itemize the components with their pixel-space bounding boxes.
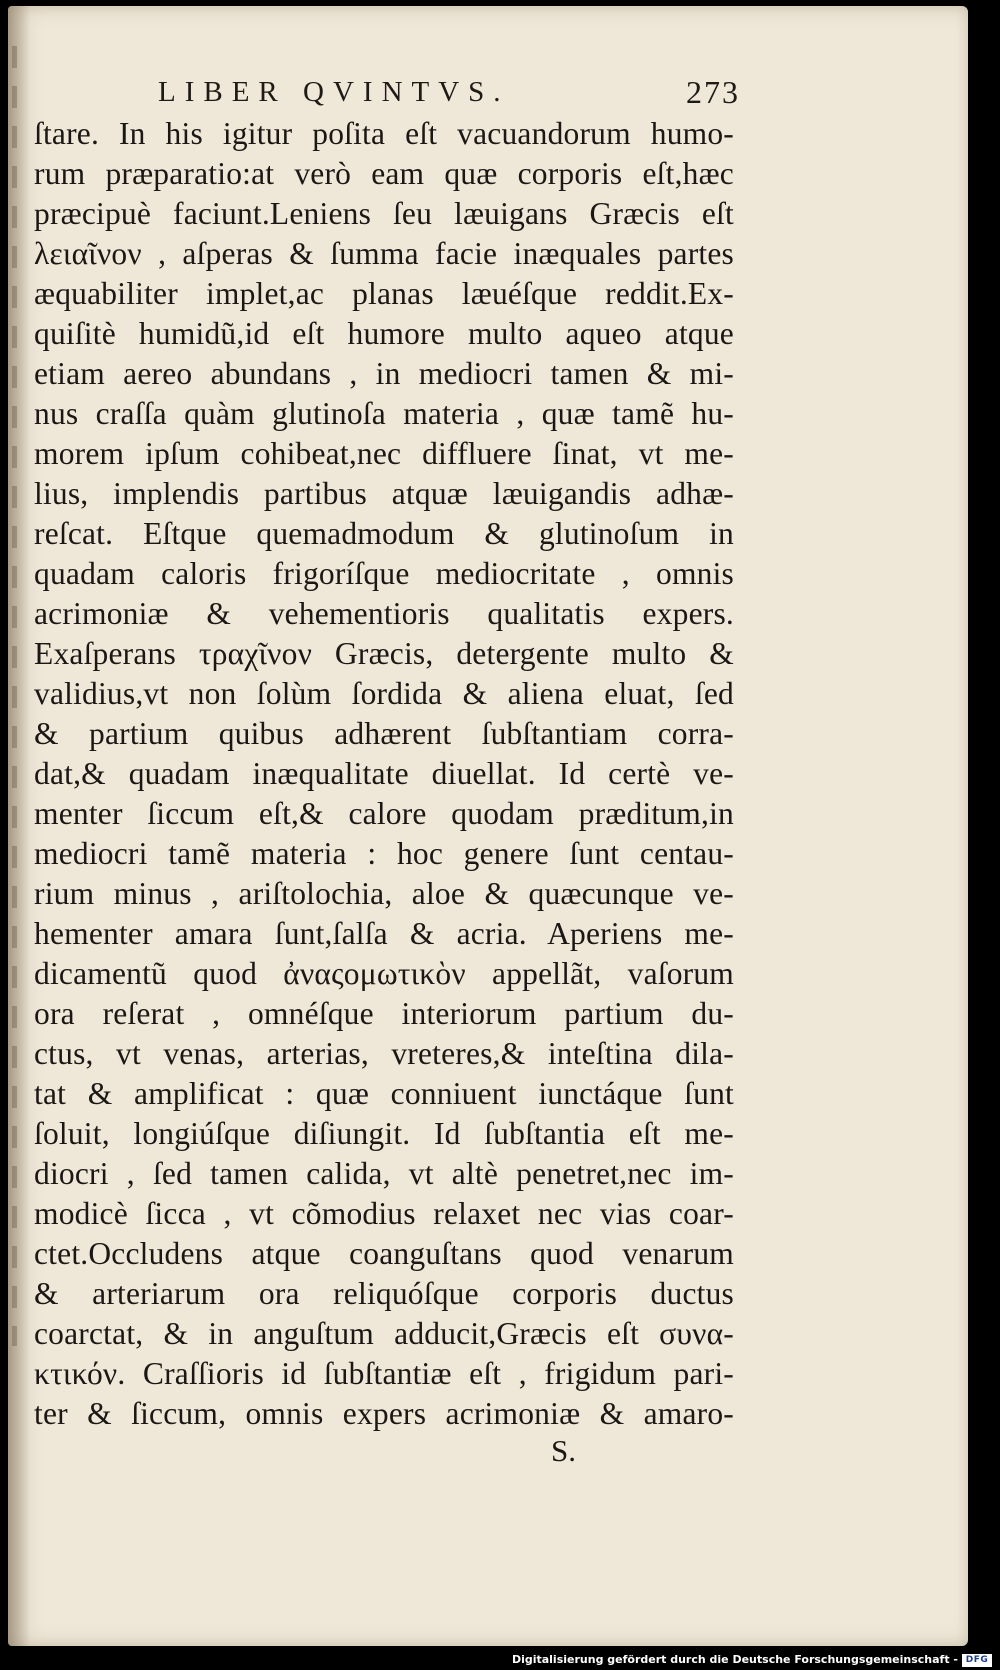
digitization-footer <box>0 1652 1000 1670</box>
text-line: acrimoniæ & vehementioris qualitatis expers. <box>34 596 734 631</box>
running-head <box>8 70 968 110</box>
text-line: tat & amplificat : quæ conniuent iunctáque ſunt <box>34 1076 734 1111</box>
text-line: ſtare. In his igitur poſita eſt vacuandorum humo- <box>34 116 734 151</box>
text-line: ter & ſiccum, omnis expers acrimoniæ & amaro- <box>34 1396 734 1431</box>
binding-marks <box>12 46 17 1346</box>
text-line: diocri , ſed tamen calida, vt altè penetret,nec im- <box>34 1156 734 1191</box>
text-line: ctet.Occludens atque coanguſtans quod venarum <box>34 1236 734 1271</box>
text-line: rium minus , ariſtolochia, aloe & quæcunque ve- <box>34 876 734 911</box>
text-line: etiam aereo abundans , in mediocri tamen & mi- <box>34 356 734 391</box>
text-line: quadam caloris frigoríſque mediocritate , omnis <box>34 556 734 591</box>
text-line: ctus, vt venas, arterias, vreteres,& inteſtina dila- <box>34 1036 734 1071</box>
text-line: menter ſiccum eſt,& calore quodam præditum,in <box>34 796 734 831</box>
text-line: dicamentũ quod ἀναςομωτικὸν appellãt, vaſorum <box>34 956 734 991</box>
text-line: & arteriarum ora reliquóſque corporis ductus <box>34 1276 734 1311</box>
body-text <box>34 114 734 1434</box>
text-line: æquabiliter implet,ac planas læuéſque reddit.Ex- <box>34 276 734 311</box>
text-line: ora reſerat , omnéſque interiorum partium du- <box>34 996 734 1031</box>
text-line: coarctat, & in anguſtum adducit,Græcis eſt συνα- <box>34 1316 734 1351</box>
page-number: 273 <box>686 74 740 110</box>
text-line: mediocri tamẽ materia : hoc genere ſunt centau- <box>34 836 734 871</box>
text-line: morem ipſum cohibeat,nec diffluere ſinat, vt me- <box>34 436 734 471</box>
running-head-title: LIBER QVINTVS. <box>158 76 510 108</box>
text-line: lius, implendis partibus atquæ læuigandis adhæ- <box>34 476 734 511</box>
book-page <box>8 6 968 1646</box>
text-line: κτικόν. Craſſioris id ſubſtantiæ eſt , frigidum pari- <box>34 1356 734 1391</box>
text-line: præcipuè faciunt.Leniens ſeu læuigans Græcis eſt <box>34 196 734 231</box>
text-line: quiſitè humidũ,id eſt humore multo aqueo atque <box>34 316 734 351</box>
text-line: λειαῖνον , aſperas & ſumma facie inæquales partes <box>34 236 734 271</box>
dfg-logo: DFG <box>962 1654 992 1667</box>
text-line: rum præparatio:at verò eam quæ corporis eſt,hæc <box>34 156 734 191</box>
text-line: nus craſſa quàm glutinoſa materia , quæ tamẽ hu- <box>34 396 734 431</box>
catchword: S. <box>551 1433 576 1468</box>
text-line: validius,vt non ſolùm ſordida & aliena eluat, ſed <box>34 676 734 711</box>
text-line: & partium quibus adhærent ſubſtantiam corra- <box>34 716 734 751</box>
text-line: Exaſperans τραχῖνον Græcis, detergente multo & <box>34 636 734 671</box>
text-line: reſcat. Eſtque quemadmodum & glutinoſum in <box>34 516 734 551</box>
text-line: dat,& quadam inæqualitate diuellat. Id certè ve- <box>34 756 734 791</box>
text-line: ſoluit, longiúſque diſiungit. Id ſubſtantia eſt me- <box>34 1116 734 1151</box>
text-line: modicè ſicca , vt cõmodius relaxet nec vias coar- <box>34 1196 734 1231</box>
footer-credit-text: Digitalisierung gefördert durch die Deutsche Forschungsgemeinschaft - <box>511 1653 958 1666</box>
text-line: hementer amara ſunt,ſalſa & acria. Aperiens me- <box>34 916 734 951</box>
